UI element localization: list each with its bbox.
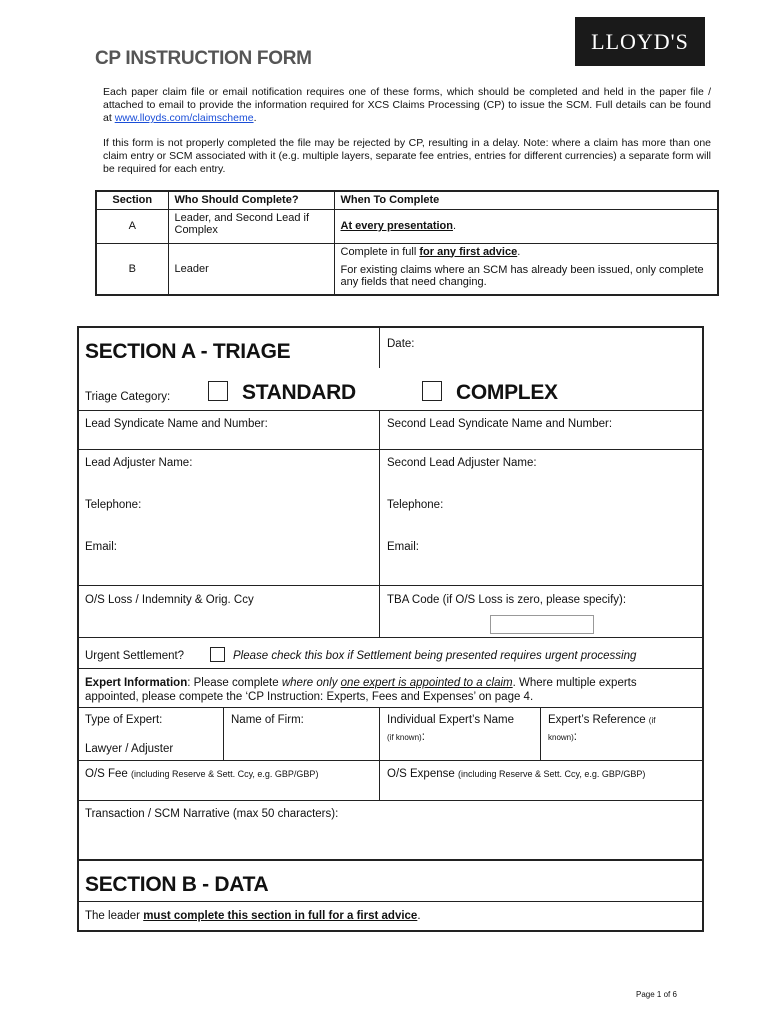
expert-reference-small: (if — [648, 716, 656, 725]
if-known-note: (if known) — [387, 733, 422, 742]
section-a-form — [77, 326, 704, 932]
date-label: Date: — [387, 338, 415, 350]
intro-text-end: . — [253, 112, 257, 124]
standard-option-label: STANDARD — [242, 381, 356, 404]
complex-checkbox[interactable] — [422, 381, 442, 401]
page-number: Page 1 of 6 — [636, 990, 677, 999]
os-loss-label: O/S Loss / Indemnity & Orig. Ccy — [85, 594, 254, 606]
lead-adjuster-label: Lead Adjuster Name: — [85, 457, 193, 469]
who-b: Leader — [168, 243, 334, 295]
divider — [78, 901, 703, 902]
intro-text: Each paper claim file or email notification requires one of these forms, which should be completed and held in the paper file / attached to email to provide the information required for XCS Claims Processing (CP) to issue the SCM. Full details can be found at — [103, 86, 711, 124]
expert-info-text — [85, 676, 693, 704]
divider — [78, 449, 703, 450]
section-b-note-pre: The leader — [85, 910, 144, 922]
lloyds-logo: LLOYD'S — [575, 17, 705, 66]
table-header-row — [96, 191, 718, 209]
expert-reference-known — [548, 731, 577, 743]
divider — [78, 637, 703, 638]
lawyer-adjuster-options: Lawyer / Adjuster — [85, 743, 174, 755]
os-expense-text: O/S Expense — [387, 768, 455, 780]
lead-email-label: Email: — [85, 541, 117, 553]
tba-code-label: TBA Code (if O/S Loss is zero, please specify): — [387, 594, 627, 606]
section-b-heading: SECTION B - DATA — [85, 873, 269, 896]
lead-syndicate-label: Lead Syndicate Name and Number: — [85, 418, 268, 430]
second-adjuster-label: Second Lead Adjuster Name: — [387, 457, 537, 469]
divider — [78, 859, 703, 861]
divider — [78, 585, 703, 586]
when-b-end: . — [517, 245, 521, 258]
type-of-expert-label: Type of Expert: — [85, 714, 163, 726]
urgent-note: Please check this box if Settlement being presented requires urgent processing — [233, 650, 637, 662]
individual-expert-label: Individual Expert’s Name — [387, 714, 514, 726]
urgent-settlement-label: Urgent Settlement? — [85, 650, 185, 662]
colon: : — [573, 731, 577, 743]
expert-reference-label — [548, 714, 655, 726]
divider-vertical — [379, 410, 380, 637]
second-telephone-label: Telephone: — [387, 499, 444, 511]
tba-code-input[interactable] — [490, 615, 594, 634]
expert-info-underlined: one expert is appointed to a claim — [340, 677, 513, 689]
expert-reference-known-note: known) — [548, 733, 574, 742]
expert-reference-text: Expert’s Reference — [548, 714, 646, 726]
table-row-a — [96, 209, 718, 243]
page-title: CP INSTRUCTION FORM — [95, 48, 312, 69]
who-a: Leader, and Second Lead if Complex — [168, 209, 334, 243]
section-letter-b: B — [96, 243, 168, 295]
expert-info-italic: where only — [281, 677, 341, 689]
divider-vertical — [379, 707, 380, 800]
divider — [78, 410, 703, 411]
second-syndicate-label: Second Lead Syndicate Name and Number: — [387, 418, 613, 430]
when-b-pre: Complete in full — [340, 245, 420, 258]
section-b-note-underlined: must complete this section in full for a first advice — [143, 910, 418, 922]
intro-paragraph-1 — [103, 86, 711, 125]
when-a-text: At every presentation — [340, 220, 453, 232]
expert-info-part2: . Where multiple experts appointed, please compete the ‘CP Instruction: Experts, Fees and Expenses’ on page 4. — [85, 677, 637, 703]
table-row-b — [96, 243, 718, 295]
second-email-label: Email: — [387, 541, 419, 553]
urgent-checkbox[interactable] — [210, 647, 225, 662]
header-who: Who Should Complete? — [168, 191, 334, 209]
os-expense-note: (including Reserve & Sett. Ccy, e.g. GBP/GBP) — [457, 769, 646, 779]
colon: : — [421, 731, 425, 743]
divider — [78, 668, 703, 669]
when-b-line2: For existing claims where an SCM has already been issued, only complete any fields that need changing. — [340, 263, 704, 288]
os-fee-text: O/S Fee — [85, 768, 128, 780]
section-b-note — [85, 910, 421, 922]
divider-vertical — [379, 327, 380, 368]
name-of-firm-label: Name of Firm: — [231, 714, 304, 726]
when-b — [334, 243, 718, 295]
summary-table — [95, 190, 719, 296]
section-b-note-end: . — [417, 910, 421, 922]
claimscheme-link[interactable]: www.lloyds.com/claimscheme — [114, 112, 254, 124]
section-letter-a: A — [96, 209, 168, 243]
header-when: When To Complete — [334, 191, 718, 209]
expert-info-bold: Expert Information — [85, 677, 188, 689]
lead-telephone-label: Telephone: — [85, 499, 142, 511]
os-fee-note: (including Reserve & Sett. Ccy, e.g. GBP/GBP) — [131, 769, 319, 779]
when-b-line1 — [341, 246, 712, 258]
os-expense-label — [387, 768, 645, 780]
when-a-end: . — [452, 220, 457, 232]
expert-info-part1: : Please complete — [187, 677, 282, 689]
individual-expert-known — [387, 731, 425, 743]
standard-checkbox[interactable] — [208, 381, 228, 401]
when-b-underlined: for any first advice — [419, 245, 518, 258]
divider-vertical — [223, 707, 224, 760]
divider — [78, 707, 703, 708]
header-section: Section — [96, 191, 168, 209]
complex-option-label: COMPLEX — [456, 381, 558, 404]
divider-vertical — [540, 707, 541, 760]
narrative-label: Transaction / SCM Narrative (max 50 characters): — [85, 808, 339, 820]
intro-paragraph-2: If this form is not properly completed the file may be rejected by CP, resulting in a delay. Note: where a claim has more than one claim entry or SCM associated with it (e.g. multiple layers, separate fee entries, entries for different currencies) a separate form will be required for each entry. — [103, 137, 711, 175]
section-a-heading: SECTION A - TRIAGE — [85, 340, 291, 363]
when-a — [334, 209, 718, 243]
triage-category-label: Triage Category: — [85, 391, 171, 403]
divider — [78, 800, 703, 801]
os-fee-label — [85, 768, 318, 780]
divider — [78, 760, 703, 761]
